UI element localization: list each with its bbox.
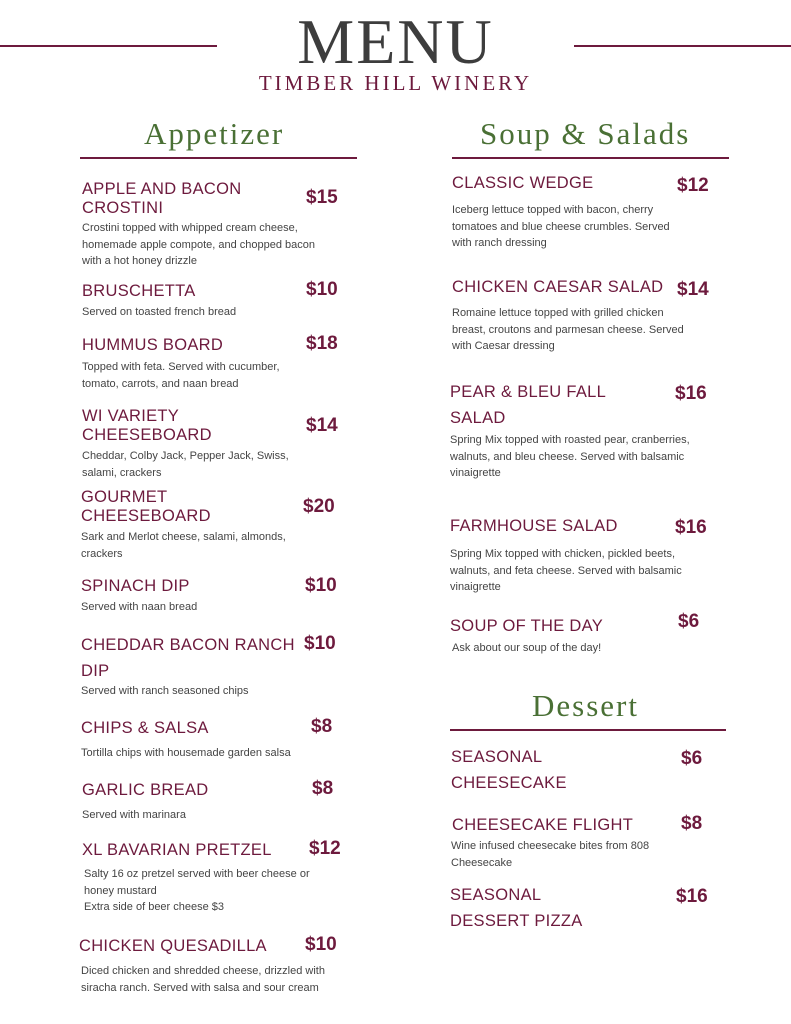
- item-name: FARMHOUSE SALAD: [450, 517, 618, 535]
- item-price: $8: [312, 778, 334, 799]
- item-name: XL BAVARIAN PRETZEL: [82, 841, 272, 859]
- item-description: Served with marinara: [82, 809, 186, 821]
- dessert-rule: [450, 729, 726, 731]
- item-name: CHEDDAR BACON RANCH DIP: [81, 636, 295, 680]
- item-extra-note: Extra side of beer cheese $3: [84, 901, 225, 913]
- item-description: Crostini topped with whipped cream cheese, homemade apple compote, and chopped bacon with a hot honey drizzle: [82, 222, 316, 267]
- item-price: $8: [681, 813, 703, 834]
- item-price: $12: [309, 838, 341, 859]
- item-name: CHICKEN CAESAR SALAD: [452, 278, 664, 296]
- item-name: GARLIC BREAD: [82, 781, 209, 799]
- item-name: GOURMET CHEESEBOARD: [81, 488, 211, 525]
- item-name: HUMMUS BOARD: [82, 336, 224, 354]
- item-price: $8: [311, 716, 333, 737]
- item-price: $14: [306, 415, 338, 436]
- item-description: Romaine lettuce topped with grilled chicken breast, croutons and parmesan cheese. Served with Caesar dressing: [452, 307, 684, 352]
- item-price: $18: [306, 333, 338, 354]
- item-name: SEASONAL CHEESECAKE: [451, 748, 567, 792]
- item-description: Wine infused cheesecake bites from 808 Cheesecake: [451, 840, 650, 869]
- item-description: Diced chicken and shredded cheese, drizzled with siracha ranch. Served with salsa and sour cream: [81, 965, 325, 994]
- item-description: Spring Mix topped with roasted pear, cranberries, walnuts, and bleu cheese. Served with balsamic vinaigrette: [450, 434, 690, 479]
- item-name: CLASSIC WEDGE: [452, 174, 594, 192]
- item-name: SOUP OF THE DAY: [450, 617, 604, 635]
- item-price: $16: [675, 383, 707, 404]
- item-name: WI VARIETY CHEESEBOARD: [82, 407, 212, 444]
- winery-name: TIMBER HILL WINERY: [258, 71, 533, 95]
- item-price: $16: [675, 517, 707, 538]
- item-description: Served on toasted french bread: [82, 306, 237, 318]
- appetizer-heading: Appetizer: [144, 116, 285, 151]
- menu-title: MENU: [297, 6, 494, 77]
- item-name: SPINACH DIP: [81, 577, 190, 595]
- item-name: APPLE AND BACON CROSTINI: [82, 180, 242, 217]
- item-description: Tortilla chips with housemade garden salsa: [81, 747, 291, 759]
- soups-salads-heading: Soup & Salads: [480, 116, 691, 151]
- item-name: CHICKEN QUESADILLA: [79, 937, 267, 955]
- item-price: $12: [677, 175, 709, 196]
- item-price: $10: [305, 934, 337, 955]
- item-price: $10: [304, 633, 336, 654]
- soups-salads-rule: [452, 157, 729, 159]
- item-price: $10: [305, 575, 337, 596]
- item-name: PEAR & BLEU FALL SALAD: [450, 383, 606, 427]
- item-name: CHEESECAKE FLIGHT: [452, 816, 634, 834]
- appetizer-rule: [80, 157, 357, 159]
- item-price: $15: [306, 187, 338, 208]
- item-name: BRUSCHETTA: [82, 282, 196, 300]
- item-name: SEASONAL DESSERT PIZZA: [450, 886, 583, 930]
- item-description: Ask about our soup of the day!: [452, 642, 602, 654]
- item-price: $6: [678, 611, 700, 632]
- item-description: Served with naan bread: [81, 601, 198, 613]
- item-description: Cheddar, Colby Jack, Pepper Jack, Swiss, salami, crackers: [82, 450, 289, 479]
- item-price: $6: [681, 748, 703, 769]
- item-description: Salty 16 oz pretzel served with beer cheese or honey mustard: [84, 868, 310, 897]
- item-price: $20: [303, 496, 335, 517]
- dessert-heading: Dessert: [532, 688, 639, 723]
- item-description: Spring Mix topped with chicken, pickled beets, walnuts, and feta cheese. Served with balsamic vinaigrette: [450, 548, 682, 593]
- item-description: Iceberg lettuce topped with bacon, cherry tomatoes and blue cheese crumbles. Served with ranch dressing: [452, 204, 670, 249]
- item-price: $14: [677, 279, 709, 300]
- item-name: CHIPS & SALSA: [81, 719, 209, 737]
- item-description: Topped with feta. Served with cucumber, tomato, carrots, and naan bread: [82, 361, 280, 390]
- item-description: Sark and Merlot cheese, salami, almonds, crackers: [81, 531, 286, 560]
- item-price: $16: [676, 886, 708, 907]
- item-description: Served with ranch seasoned chips: [81, 685, 249, 697]
- item-price: $10: [306, 279, 338, 300]
